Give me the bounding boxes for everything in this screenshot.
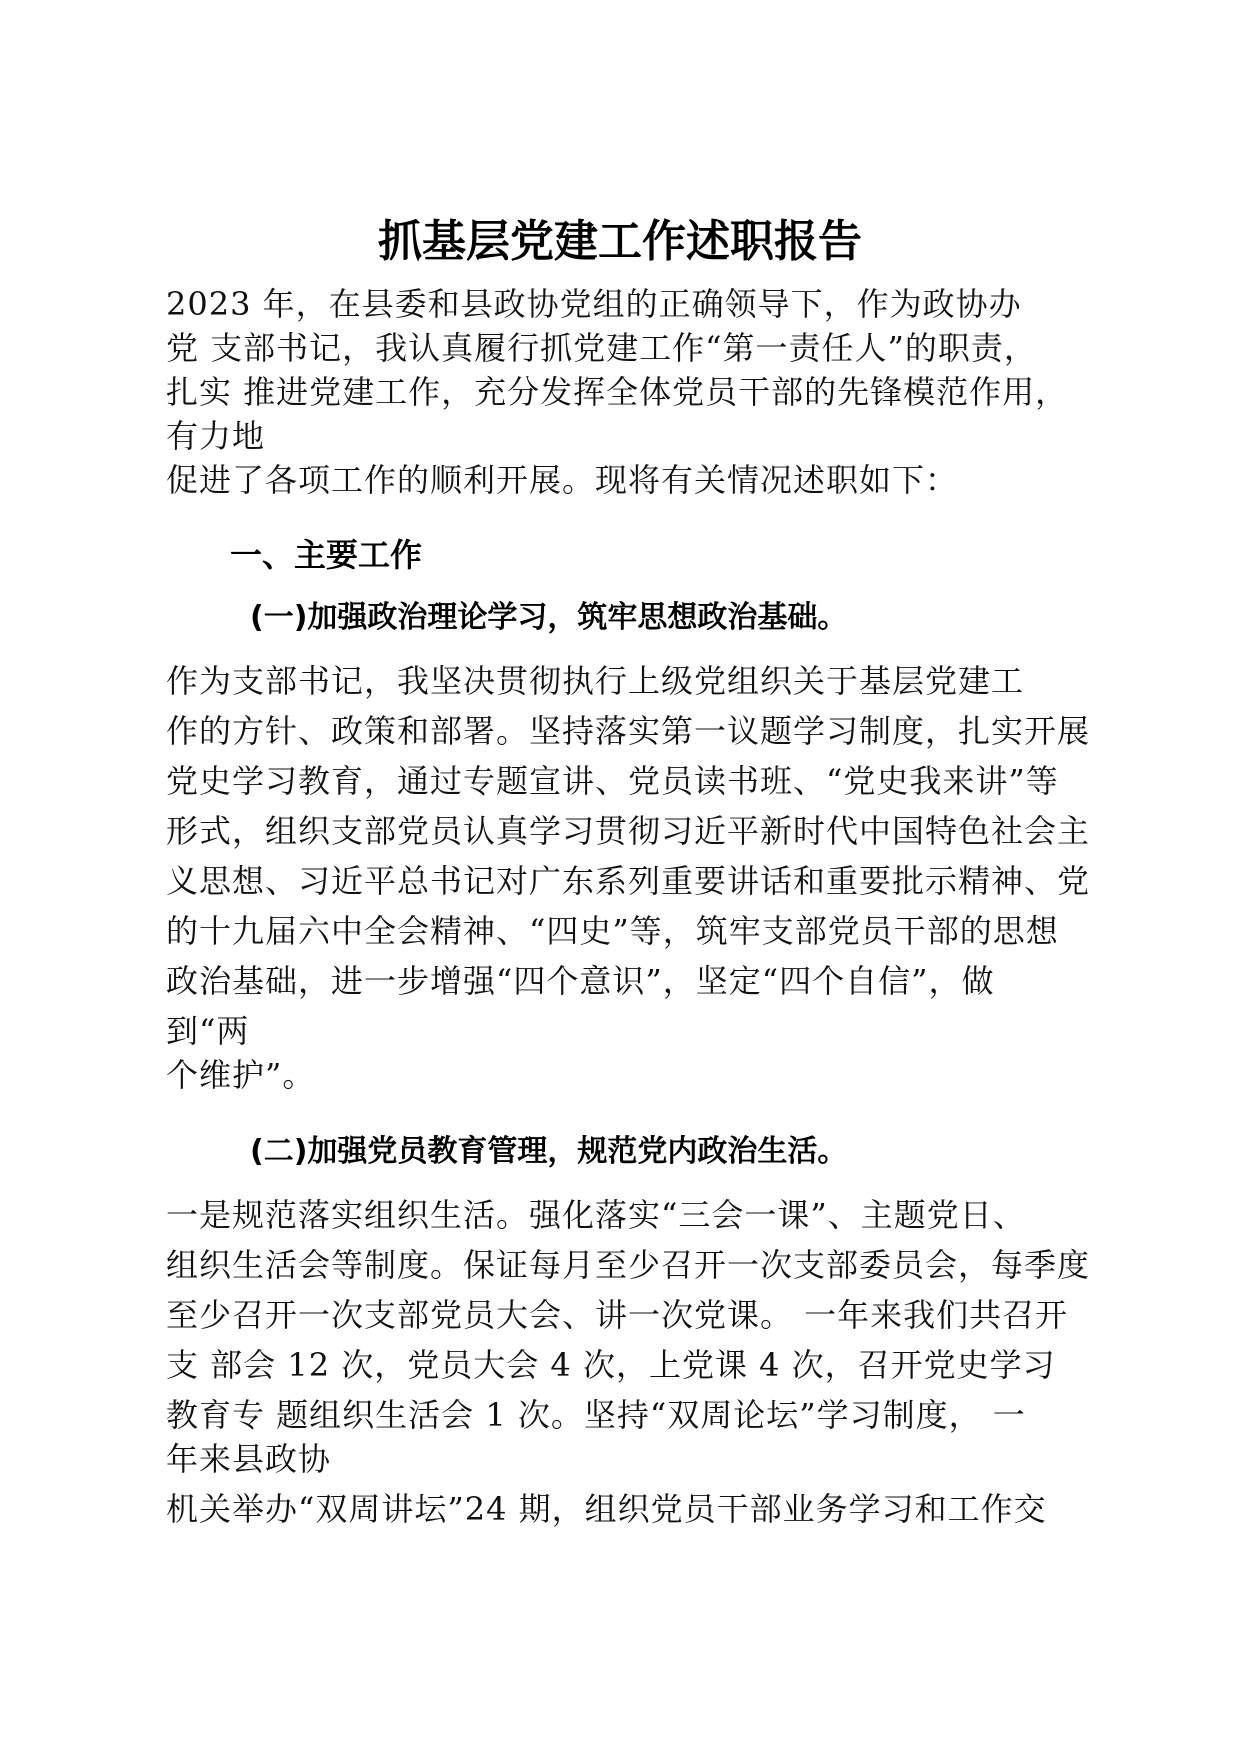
subsection-heading: (一)加强政治理论学习，筑牢思想政治基础。 bbox=[250, 600, 848, 635]
intro-line: 有力地 bbox=[166, 417, 266, 455]
body-line: 的十九届六中全会精神、“四史”等，筑牢支部党员干部的思想 bbox=[166, 912, 1059, 950]
body-line: 到“两 bbox=[166, 1012, 250, 1050]
subsection-heading: (二)加强党员教育管理，规范党内政治生活。 bbox=[250, 1134, 848, 1169]
intro-line: 2023 年，在县委和县政协党组的正确领导下，作为政协办 bbox=[166, 285, 1022, 323]
intro-line: 促进了各项工作的顺利开展。现将有关情况述职如下： bbox=[166, 461, 959, 499]
document-title: 抓基层党建工作述职报告 bbox=[378, 216, 862, 267]
intro-line: 党 支部书记，我认真履行抓党建工作“第一责任人”的职责， bbox=[166, 329, 1037, 367]
body-line: 至少召开一次支部党员大会、讲一次党课。 一年来我们共召开 bbox=[166, 1296, 1069, 1334]
section-heading: 一、主要工作 bbox=[230, 536, 423, 574]
body-line: 义思想、习近平总书记对广东系列重要讲话和重要批示精神、党 bbox=[166, 862, 1091, 900]
body-line: 教育专 题组织生活会 1 次。坚持“双周论坛”学习制度， 一 bbox=[166, 1396, 1026, 1434]
intro-line: 扎实 推进党建工作，充分发挥全体党员干部的先锋模范作用， bbox=[166, 373, 1069, 411]
body-line: 年来县政协 bbox=[166, 1440, 332, 1478]
body-line: 作的方针、政策和部署。坚持落实第一议题学习制度，扎实开展 bbox=[166, 712, 1091, 750]
body-line: 作为支部书记，我坚决贯彻执行上级党组织关于基层党建工 bbox=[166, 662, 1025, 700]
body-line: 形式，组织支部党员认真学习贯彻习近平新时代中国特色社会主 bbox=[166, 812, 1091, 850]
body-line: 政治基础，进一步增强“四个意识”，坚定“四个自信”，做 bbox=[166, 962, 995, 1000]
body-line: 党史学习教育，通过专题宣讲、党员读书班、“党史我来讲”等 bbox=[166, 762, 1059, 800]
body-line: 一是规范落实组织生活。强化落实“三会一课”、主题党日、 bbox=[166, 1196, 1026, 1234]
body-line: 机关举办“双周讲坛”24 期，组织党员干部业务学习和工作交 bbox=[166, 1490, 1047, 1528]
body-line: 支 部会 12 次，党员大会 4 次，上党课 4 次，召开党史学习 bbox=[166, 1346, 1056, 1384]
body-line: 组织生活会等制度。保证每月至少召开一次支部委员会，每季度 bbox=[166, 1246, 1091, 1284]
body-line: 个维护”。 bbox=[166, 1056, 316, 1094]
